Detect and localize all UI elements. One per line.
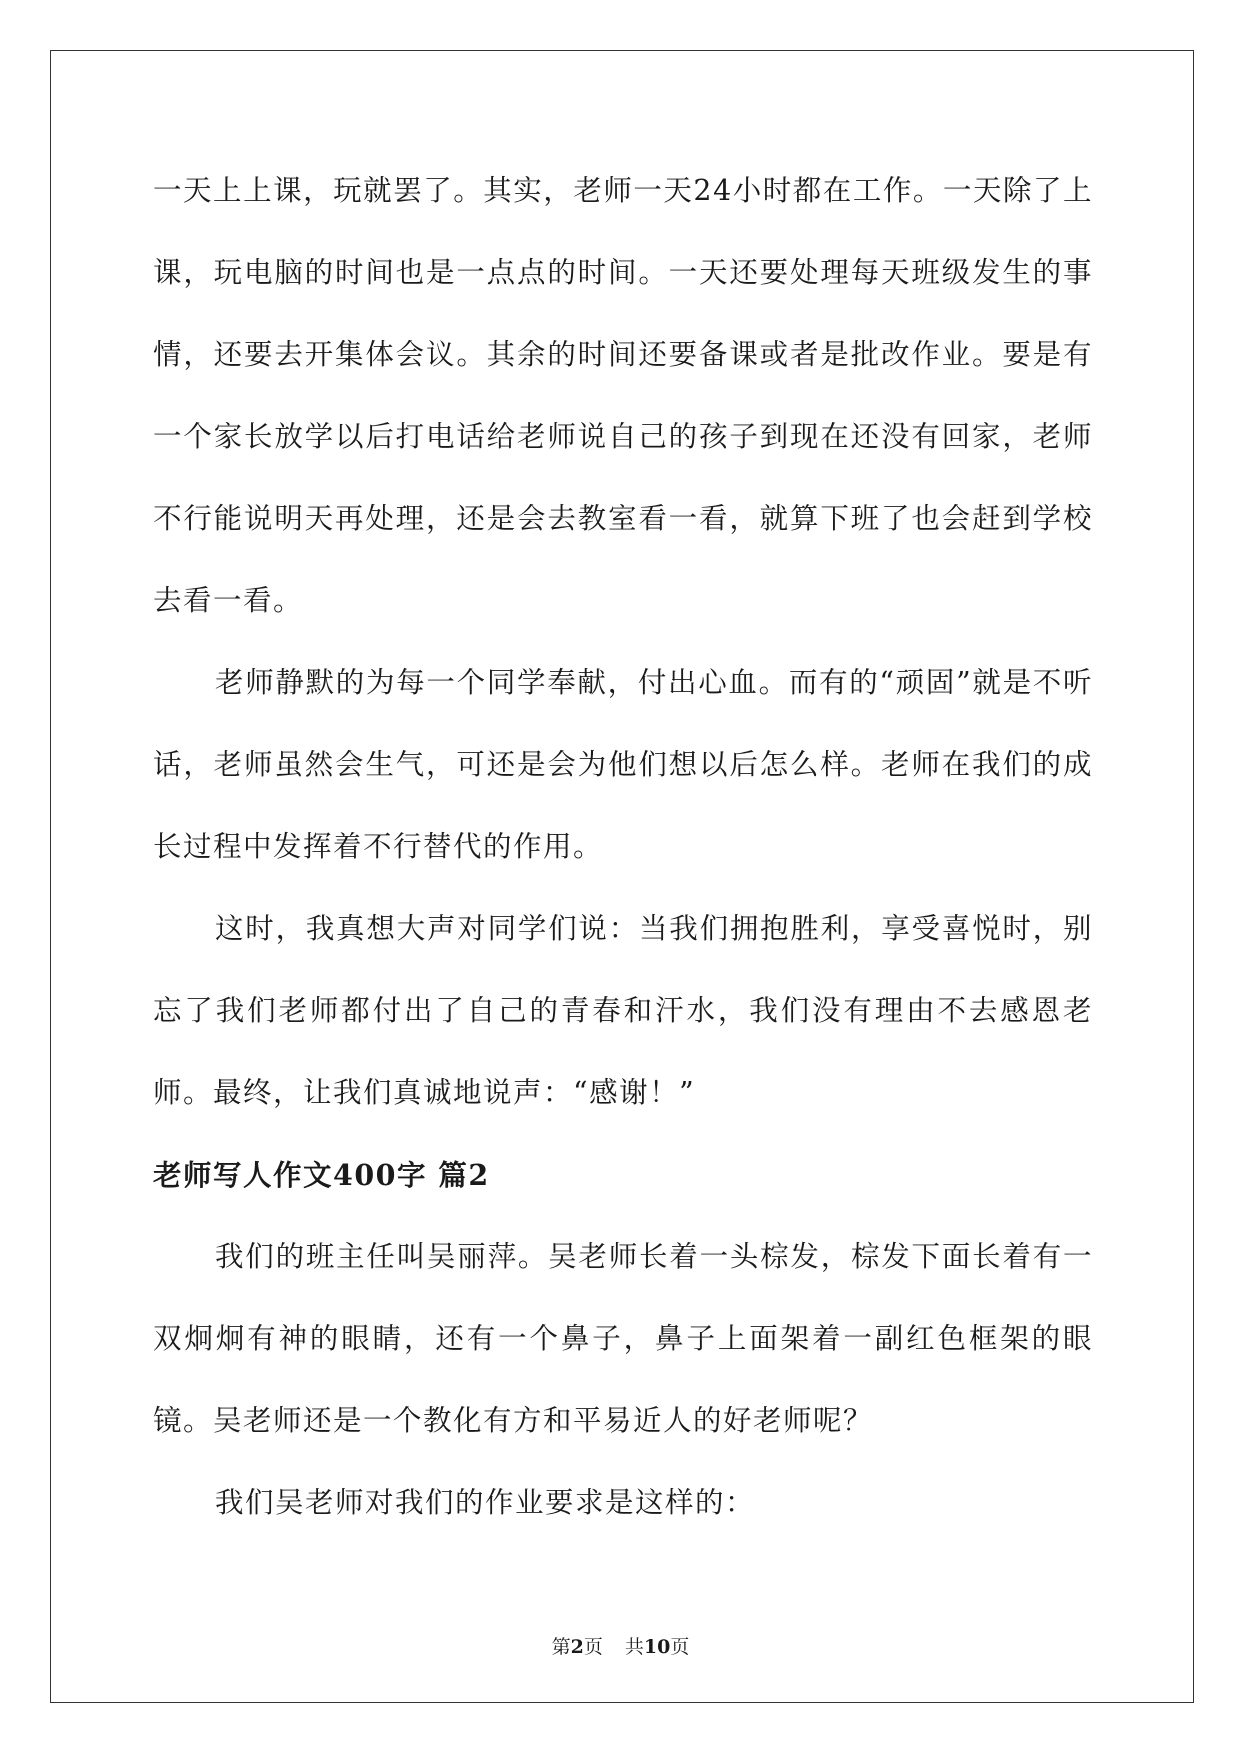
page-prefix: 第 [551, 1636, 571, 1658]
total-pages: 10 [643, 1636, 671, 1658]
section-heading: 老师写人作文400字 篇2 [153, 1158, 490, 1192]
total-suffix: 页 [670, 1636, 690, 1658]
total-prefix: 共 [624, 1636, 644, 1658]
paragraph-2: 老师静默的为每一个同学奉献，付出心血。而有的“顽固”就是不听话，老师虽然会生气，可还是会为他们想以后怎么样。老师在我们的成长过程中发挥着不行替代的作用。 [153, 666, 1093, 863]
document-body [153, 150, 1093, 1544]
paragraph-5: 我们吴老师对我们的作业要求是这样的： [215, 1486, 756, 1519]
page-footer [0, 1634, 1241, 1660]
paragraph-1: 一天上上课，玩就罢了。其实，老师一天24小时都在工作。一天除了上课，玩电脑的时间也是一点点的时间。一天还要处理每天班级发生的事情，还要去开集体会议。其余的时间还要备课或者是批改作业。要是有一个家长放学以后打电话给老师说自己的孩子到现在还没有回家，老师不行能说明天再处理，还是会去教室看一看，就算下班了也会赶到学校去看一看。 [153, 174, 1093, 617]
page-suffix: 页 [583, 1636, 603, 1658]
page-number: 2 [570, 1636, 584, 1658]
paragraph-4: 我们的班主任叫吴丽萍。吴老师长着一头棕发，棕发下面长着有一双炯炯有神的眼睛，还有一个鼻子，鼻子上面架着一副红色框架的眼镜。吴老师还是一个教化有方和平易近人的好老师呢？ [153, 1240, 1093, 1437]
paragraph-3: 这时，我真想大声对同学们说：当我们拥抱胜利，享受喜悦时，别忘了我们老师都付出了自己的青春和汗水，我们没有理由不去感恩老师。最终，让我们真诚地说声：“感谢！” [153, 912, 1093, 1109]
